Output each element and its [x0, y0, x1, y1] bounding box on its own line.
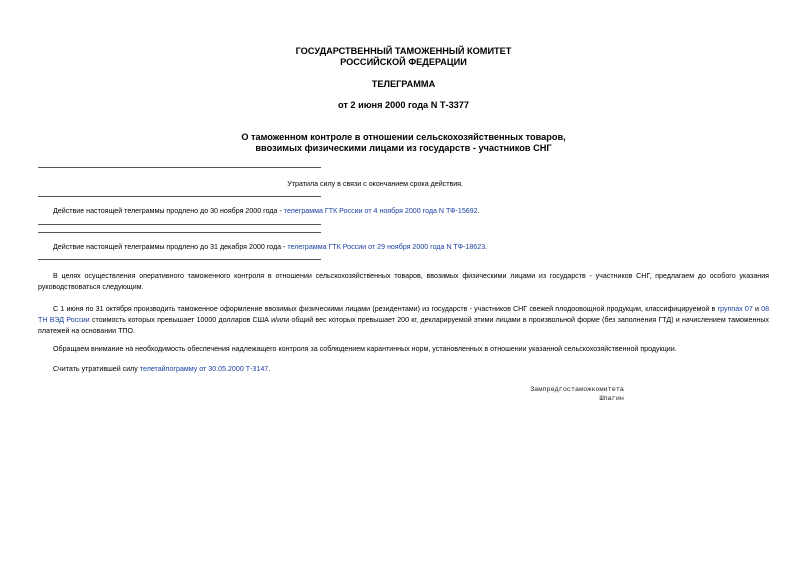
body-paragraph-2-text-a: С 1 июня по 31 октября производить таможенное оформление ввозимых физическими лицами (резидентами) из государств - участников СНГ свежей плодоовощной продукции, классифицируемой в: [53, 305, 718, 313]
extension-note-2-text: Действие настоящей телеграммы продлено до 31 декабря 2000 года -: [53, 243, 288, 251]
extension-note-1-end: .: [477, 207, 480, 215]
org-name-line1: ГОСУДАРСТВЕННЫЙ ТАМОЖЕННЫЙ КОМИТЕТ: [295, 46, 512, 56]
document-subject-line1: О таможенном контроле в отношении сельскохозяйственных товаров,: [241, 132, 566, 142]
extension-note-2-end: .: [485, 243, 488, 251]
document-subject-line2: ввозимых физическими лицами из государств - участников СНГ: [255, 143, 552, 153]
document-page: [38, 0, 769, 571]
extension-note-1-text: Действие настоящей телеграммы продлено до 30 ноября 2000 года -: [53, 207, 284, 215]
body-paragraph-4-end: .: [268, 365, 271, 373]
divider-line: [38, 232, 321, 233]
extension-note-1-link[interactable]: телеграмма ГТК России от 4 ноября 2000 года N ТФ-15692: [283, 207, 478, 215]
divider-line: [38, 259, 321, 260]
body-paragraph-2-text-c: стоимость которых превышает 10000 долларов США и/или общий вес которых превышает 200 кг, декларируемой этими лицами в произвольной форме (без заполнения ГТД) и начислением таможенных платежей на основании ТПО.: [38, 316, 769, 335]
signature-position: Зампредгостаможкомитета: [530, 386, 624, 394]
divider-line: [38, 167, 321, 168]
body-paragraph-4: [38, 364, 769, 375]
teletypogram-link[interactable]: телетайпограмму от 30.05.2000 Т-3147: [139, 365, 269, 373]
extension-note-1: [53, 207, 480, 216]
divider-line: [38, 196, 321, 197]
extension-note-2-link[interactable]: телеграмма ГТК России от 29 ноября 2000 года N ТФ-18623: [287, 243, 486, 251]
body-paragraph-1: В целях осуществления оперативного таможенного контроля в отношении сельскохозяйственных товаров, ввозимых физическими лицами из государств - участников СНГ, предлагаем до особого указания руководствоваться следующим.: [38, 272, 769, 291]
document-date-number: от 2 июня 2000 года N Т-3377: [337, 100, 470, 110]
extension-note-2: [53, 243, 487, 252]
body-paragraph-3: Обращаем внимание на необходимость обеспечения надлежащего контроля за соблюдением карантинных норм, установленных в отношении указанной сельскохозяйственной продукции.: [53, 345, 677, 353]
document-type: ТЕЛЕГРАММА: [371, 79, 436, 89]
body-paragraph-2: [38, 304, 769, 337]
tn-ved-group-07-link[interactable]: группах 07: [717, 305, 753, 313]
tn-ved-group-08-link[interactable]: 08 ТН ВЭД России: [38, 305, 770, 324]
expired-status-note: Утратила силу в связи с окончанием срока действия.: [287, 180, 463, 188]
body-paragraph-4-text: Считать утратившей силу: [53, 365, 140, 373]
body-paragraph-2-text-b: и: [752, 305, 762, 313]
signature-name: Шпагин: [599, 395, 624, 403]
divider-line: [38, 224, 321, 225]
org-name-line2: РОССИЙСКОЙ ФЕДЕРАЦИИ: [340, 57, 467, 67]
